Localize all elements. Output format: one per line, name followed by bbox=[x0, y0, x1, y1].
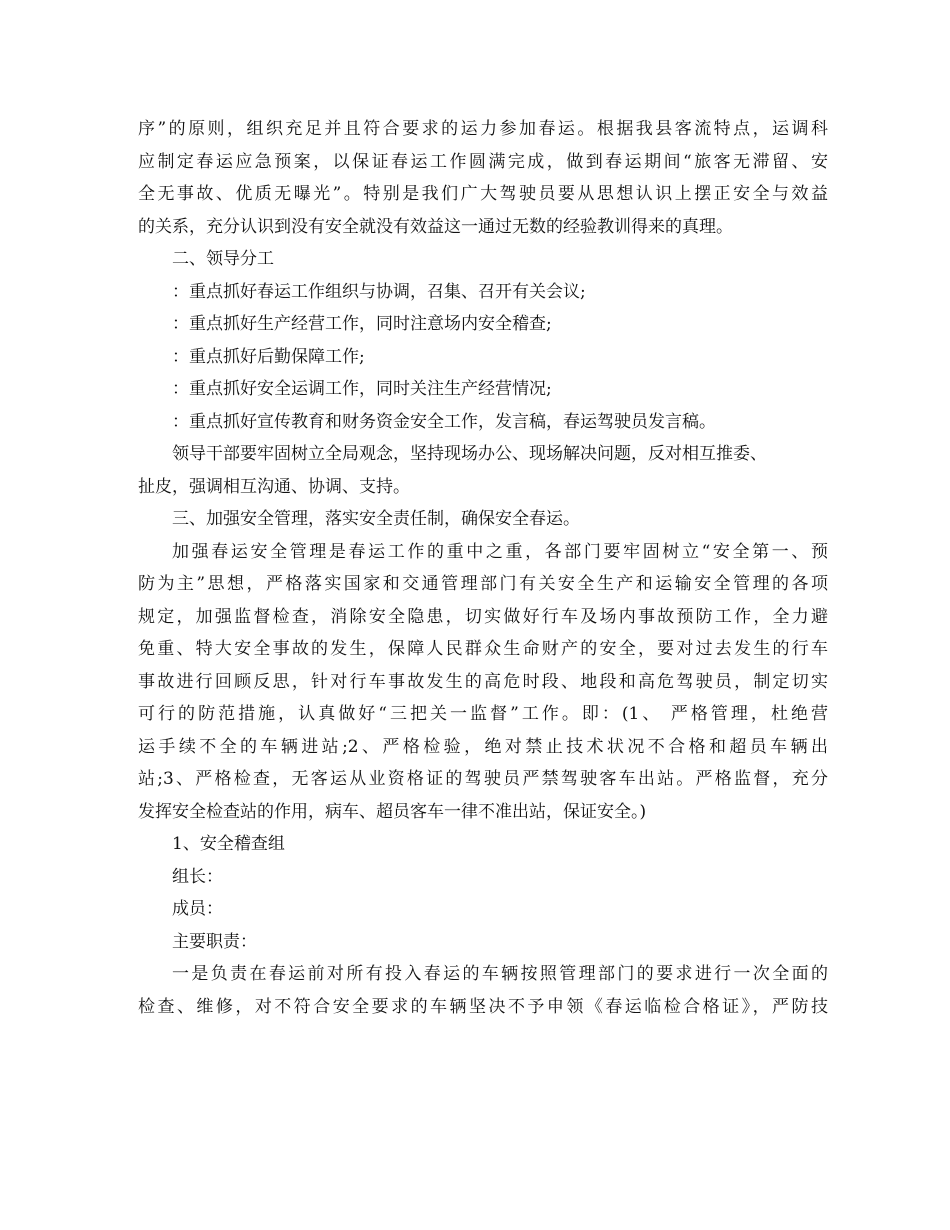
text-line: 1、安全稽查组 bbox=[172, 834, 285, 854]
text-line: 事故进行回顾反思，针对行车事故发生的高危时段、地段和高危驾驶员，制定切实 bbox=[138, 671, 828, 692]
text-line: 加强春运安全管理是春运工作的重中之重，各部门要牢固树立“安全第一、预 bbox=[172, 541, 828, 562]
text-line: 发挥安全检查站的作用，病车、超员客车一律不准出站，保证安全。) bbox=[138, 801, 647, 822]
text-line: 运手续不全的车辆进站;2、严格检验，绝对禁止技术状况不合格和超员车辆出 bbox=[138, 736, 828, 757]
text-line: 检查、维修，对不符合安全要求的车辆坚决不予申领《春运临检合格证》，严防技 bbox=[138, 996, 828, 1017]
text-line: 扯皮，强调相互沟通、协调、支持。 bbox=[138, 476, 410, 497]
text-line: 规定，加强监督检查，消除安全隐患，切实做好行车及场内事故预防工作，全力避 bbox=[138, 606, 828, 627]
text-line: 成员： bbox=[172, 899, 223, 919]
text-line: 二、领导分工 bbox=[172, 249, 274, 269]
text-line: 主要职责： bbox=[172, 931, 257, 952]
text-line: ：重点抓好后勤保障工作; bbox=[172, 346, 365, 367]
text-line: 站;3、严格检查，无客运从业资格证的驾驶员严禁驾驶客车出站。严格监督，充分 bbox=[138, 769, 828, 789]
text-line: 序”的原则，组织充足并且符合要求的运力参加春运。根据我县客流特点，运调科 bbox=[138, 119, 828, 139]
text-line: 防为主”思想，严格落实国家和交通管理部门有关安全生产和运输安全管理的各项 bbox=[138, 574, 828, 594]
text-line: 全无事故、优质无曝光”。特别是我们广大驾驶员要从思想认识上摆正安全与效益 bbox=[138, 184, 828, 204]
text-line: ：重点抓好安全运调工作，同时关注生产经营情况; bbox=[172, 379, 552, 399]
text-line: 一是负责在春运前对所有投入春运的车辆按照管理部门的要求进行一次全面的 bbox=[172, 964, 828, 984]
text-line: 领导干部要牢固树立全局观念，坚持现场办公、现场解决问题，反对相互推委、 bbox=[172, 444, 767, 464]
text-line: 三、加强安全管理，落实安全责任制，确保安全春运。 bbox=[172, 509, 580, 529]
document-page bbox=[138, 113, 828, 1023]
text-line: ：重点抓好春运工作组织与协调，召集、召开有关会议; bbox=[172, 281, 586, 302]
text-line: ：重点抓好宣传教育和财务资金安全工作，发言稿，春运驾驶员发言稿。 bbox=[172, 411, 716, 432]
text-line: 应制定春运应急预案，以保证春运工作圆满完成，做到春运期间“旅客无滞留、安 bbox=[138, 151, 828, 172]
text-line: 的关系，充分认识到没有安全就没有效益这一通过无数的经验教训得来的真理。 bbox=[138, 216, 733, 237]
text-line: ：重点抓好生产经营工作，同时注意场内安全稽查; bbox=[172, 314, 552, 334]
text-line: 免重、特大安全事故的发生，保障人民群众生命财产的安全，要对过去发生的行车 bbox=[138, 639, 828, 659]
text-line: 可行的防范措施，认真做好“三把关一监督”工作。即：(1、 严格管理，杜绝营 bbox=[138, 704, 828, 724]
text-line: 组长： bbox=[172, 866, 223, 887]
